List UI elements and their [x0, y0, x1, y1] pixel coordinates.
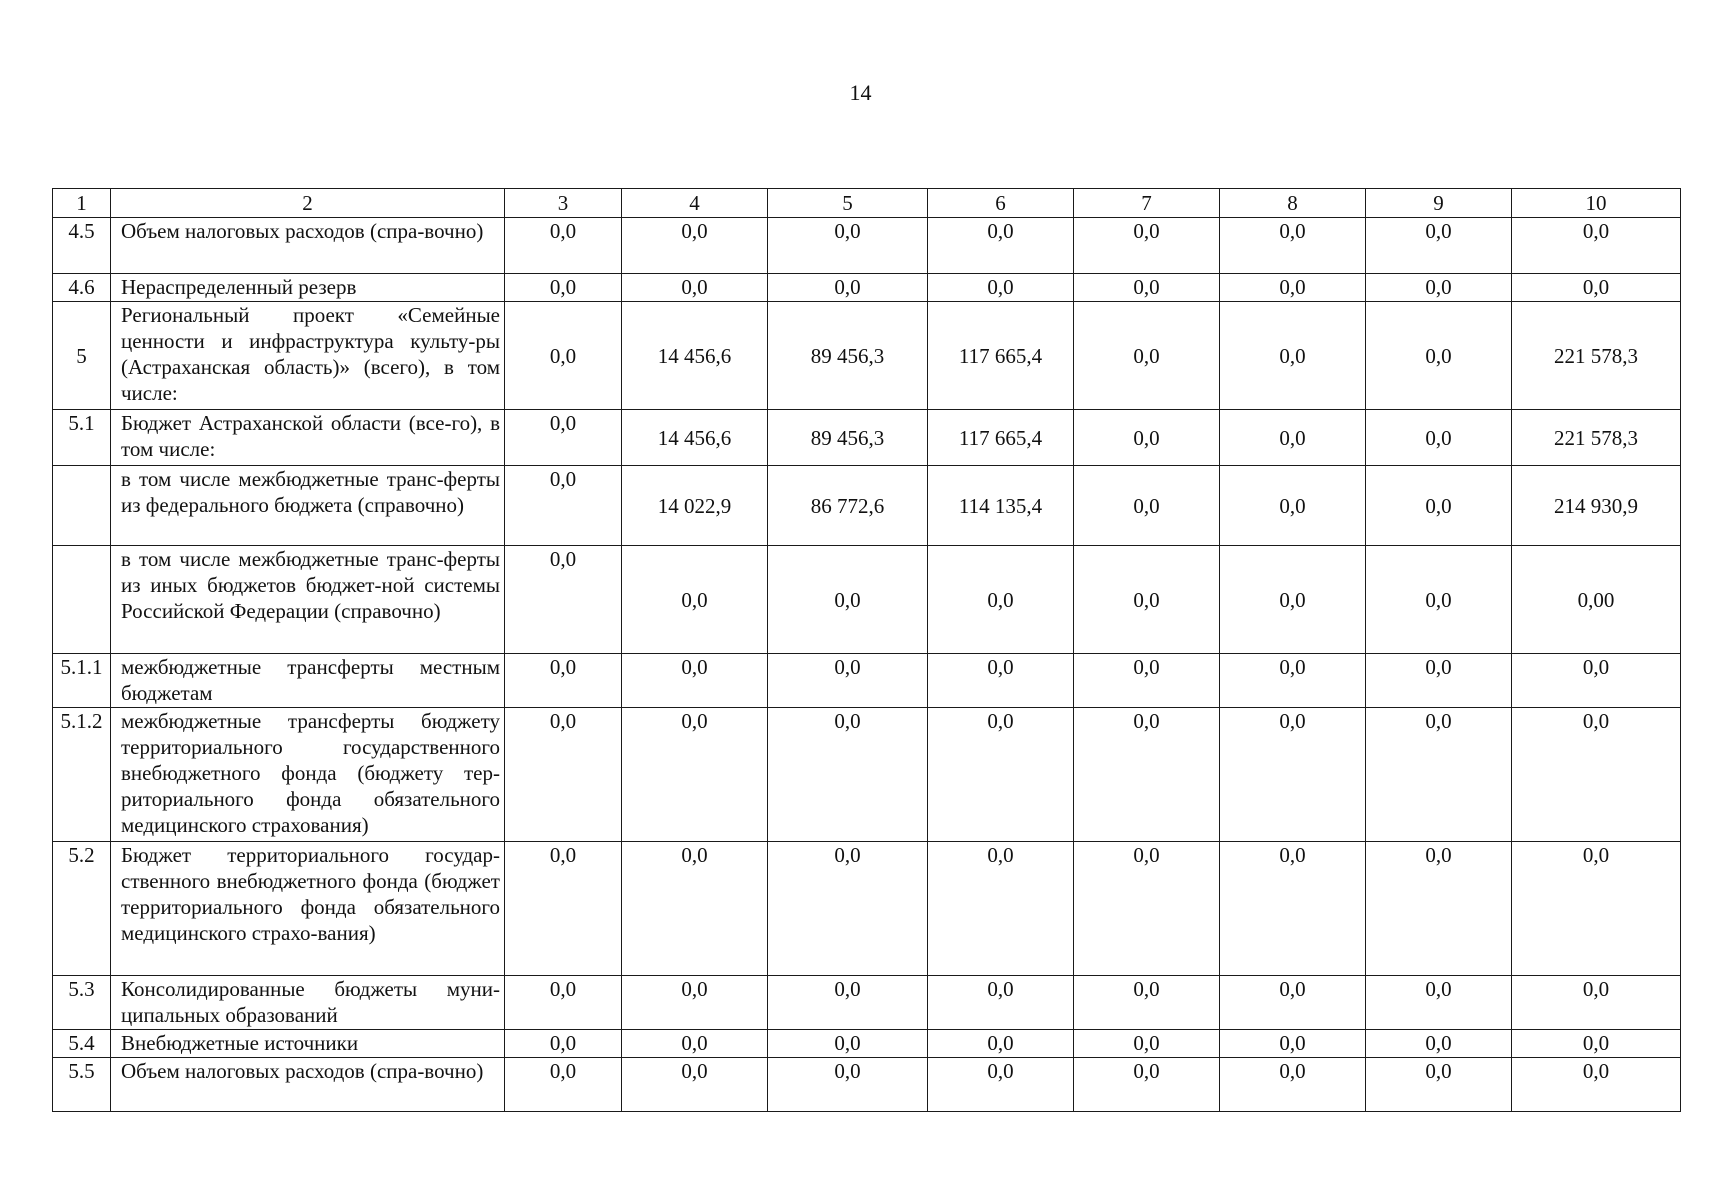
- value-cell-col-5: 0,0: [768, 1058, 928, 1112]
- table-row: [53, 708, 1681, 842]
- value-cell-col-9: 0,0: [1366, 1030, 1512, 1058]
- header-cell: 2: [111, 189, 505, 218]
- row-description-cell: Объем налоговых расходов (спра-вочно): [111, 1058, 505, 1112]
- row-number-cell: 4.6: [53, 274, 111, 302]
- row-description-cell: Объем налоговых расходов (спра-вочно): [111, 218, 505, 274]
- table-row: [53, 546, 1681, 654]
- value-cell-col-10: 221 578,3: [1512, 410, 1681, 466]
- value-cell-col-8: 0,0: [1220, 274, 1366, 302]
- value-cell-col-4: 0,0: [622, 1058, 768, 1112]
- value-cell-col-10: 0,0: [1512, 1058, 1681, 1112]
- value-cell-col-10: 0,0: [1512, 708, 1681, 842]
- value-cell-col-9: 0,0: [1366, 654, 1512, 708]
- value-cell-col-3: 0,0: [505, 410, 622, 466]
- value-cell-col-6: 0,0: [928, 708, 1074, 842]
- value-cell-col-10: 214 930,9: [1512, 466, 1681, 546]
- header-cell: 7: [1074, 189, 1220, 218]
- value-cell-col-5: 0,0: [768, 708, 928, 842]
- table-row: [53, 302, 1681, 410]
- value-cell-col-3: 0,0: [505, 976, 622, 1030]
- value-cell-col-5: 0,0: [768, 842, 928, 976]
- value-cell-col-4: 0,0: [622, 218, 768, 274]
- row-description-cell: Региональный проект «Семейные ценности и инфраструктура культу-ры (Астраханская область)» (всего), в том числе:: [111, 302, 505, 410]
- row-description-cell: в том числе межбюджетные транс-ферты из федерального бюджета (справочно): [111, 466, 505, 546]
- value-cell-col-7: 0,0: [1074, 302, 1220, 410]
- value-cell-col-4: 14 022,9: [622, 466, 768, 546]
- value-cell-col-8: 0,0: [1220, 218, 1366, 274]
- value-cell-col-9: 0,0: [1366, 1058, 1512, 1112]
- header-cell: 10: [1512, 189, 1681, 218]
- header-cell: 6: [928, 189, 1074, 218]
- row-number-cell: [53, 546, 111, 654]
- value-cell-col-10: 0,0: [1512, 218, 1681, 274]
- value-cell-col-7: 0,0: [1074, 466, 1220, 546]
- value-cell-col-6: 117 665,4: [928, 410, 1074, 466]
- value-cell-col-5: 0,0: [768, 976, 928, 1030]
- value-cell-col-4: 14 456,6: [622, 410, 768, 466]
- header-cell: 5: [768, 189, 928, 218]
- value-cell-col-6: 0,0: [928, 842, 1074, 976]
- row-number-cell: 5.4: [53, 1030, 111, 1058]
- table-row: [53, 274, 1681, 302]
- row-number-cell: 5.1.2: [53, 708, 111, 842]
- value-cell-col-4: 0,0: [622, 274, 768, 302]
- value-cell-col-4: 0,0: [622, 546, 768, 654]
- value-cell-col-5: 0,0: [768, 654, 928, 708]
- row-description-cell: Нераспределенный резерв: [111, 274, 505, 302]
- row-number-cell: 5.3: [53, 976, 111, 1030]
- value-cell-col-4: 0,0: [622, 1030, 768, 1058]
- value-cell-col-8: 0,0: [1220, 1058, 1366, 1112]
- table-row: [53, 654, 1681, 708]
- value-cell-col-8: 0,0: [1220, 546, 1366, 654]
- row-number-cell: 5.5: [53, 1058, 111, 1112]
- value-cell-col-7: 0,0: [1074, 976, 1220, 1030]
- table-row: [53, 976, 1681, 1030]
- value-cell-col-3: 0,0: [505, 274, 622, 302]
- header-cell: 4: [622, 189, 768, 218]
- value-cell-col-10: 0,0: [1512, 842, 1681, 976]
- value-cell-col-9: 0,0: [1366, 218, 1512, 274]
- value-cell-col-6: 0,0: [928, 976, 1074, 1030]
- value-cell-col-3: 0,0: [505, 302, 622, 410]
- value-cell-col-8: 0,0: [1220, 708, 1366, 842]
- table-row: [53, 1030, 1681, 1058]
- row-description-cell: межбюджетные трансферты местным бюджетам: [111, 654, 505, 708]
- value-cell-col-3: 0,0: [505, 1058, 622, 1112]
- value-cell-col-5: 86 772,6: [768, 466, 928, 546]
- value-cell-col-10: 221 578,3: [1512, 302, 1681, 410]
- value-cell-col-3: 0,0: [505, 466, 622, 546]
- value-cell-col-9: 0,0: [1366, 708, 1512, 842]
- value-cell-col-4: 0,0: [622, 654, 768, 708]
- row-number-cell: 5.1: [53, 410, 111, 466]
- row-description-cell: в том числе межбюджетные транс-ферты из иных бюджетов бюджет-ной системы Российской Федерации (справочно): [111, 546, 505, 654]
- value-cell-col-8: 0,0: [1220, 302, 1366, 410]
- value-cell-col-5: 0,0: [768, 218, 928, 274]
- value-cell-col-3: 0,0: [505, 1030, 622, 1058]
- value-cell-col-5: 89 456,3: [768, 410, 928, 466]
- value-cell-col-3: 0,0: [505, 708, 622, 842]
- row-number-cell: [53, 466, 111, 546]
- value-cell-col-6: 117 665,4: [928, 302, 1074, 410]
- value-cell-col-10: 0,0: [1512, 976, 1681, 1030]
- value-cell-col-5: 0,0: [768, 274, 928, 302]
- header-cell: 3: [505, 189, 622, 218]
- value-cell-col-3: 0,0: [505, 842, 622, 976]
- value-cell-col-4: 0,0: [622, 708, 768, 842]
- value-cell-col-3: 0,0: [505, 654, 622, 708]
- header-row: [53, 189, 1681, 218]
- value-cell-col-3: 0,0: [505, 218, 622, 274]
- value-cell-col-7: 0,0: [1074, 842, 1220, 976]
- value-cell-col-6: 0,0: [928, 274, 1074, 302]
- value-cell-col-6: 0,0: [928, 546, 1074, 654]
- row-number-cell: 5: [53, 302, 111, 410]
- value-cell-col-7: 0,0: [1074, 1058, 1220, 1112]
- value-cell-col-7: 0,0: [1074, 218, 1220, 274]
- value-cell-col-5: 0,0: [768, 1030, 928, 1058]
- page-number: 14: [849, 80, 872, 105]
- table-row: [53, 842, 1681, 976]
- value-cell-col-5: 89 456,3: [768, 302, 928, 410]
- table-row: [53, 1058, 1681, 1112]
- value-cell-col-9: 0,0: [1366, 842, 1512, 976]
- header-cell: 1: [53, 189, 111, 218]
- value-cell-col-6: 114 135,4: [928, 466, 1074, 546]
- table-row: [53, 218, 1681, 274]
- table-body: [53, 189, 1681, 1112]
- value-cell-col-9: 0,0: [1366, 976, 1512, 1030]
- value-cell-col-10: 0,00: [1512, 546, 1681, 654]
- row-number-cell: 5.1.1: [53, 654, 111, 708]
- value-cell-col-7: 0,0: [1074, 1030, 1220, 1058]
- header-cell: 9: [1366, 189, 1512, 218]
- value-cell-col-9: 0,0: [1366, 302, 1512, 410]
- value-cell-col-7: 0,0: [1074, 546, 1220, 654]
- value-cell-col-10: 0,0: [1512, 654, 1681, 708]
- row-description-cell: Внебюджетные источники: [111, 1030, 505, 1058]
- row-description-cell: Консолидированные бюджеты муни-ципальных образований: [111, 976, 505, 1030]
- value-cell-col-6: 0,0: [928, 1058, 1074, 1112]
- value-cell-col-7: 0,0: [1074, 410, 1220, 466]
- value-cell-col-6: 0,0: [928, 218, 1074, 274]
- header-cell: 8: [1220, 189, 1366, 218]
- row-description-cell: межбюджетные трансферты бюджету территориального государственного внебюджетного фонда (бюджету тер-риториального фонда обязательного медицинского страхования): [111, 708, 505, 842]
- value-cell-col-9: 0,0: [1366, 466, 1512, 546]
- value-cell-col-8: 0,0: [1220, 1030, 1366, 1058]
- value-cell-col-10: 0,0: [1512, 274, 1681, 302]
- value-cell-col-6: 0,0: [928, 654, 1074, 708]
- row-number-cell: 4.5: [53, 218, 111, 274]
- budget-table-container: [52, 188, 1680, 1112]
- value-cell-col-9: 0,0: [1366, 410, 1512, 466]
- value-cell-col-7: 0,0: [1074, 274, 1220, 302]
- value-cell-col-7: 0,0: [1074, 654, 1220, 708]
- value-cell-col-8: 0,0: [1220, 466, 1366, 546]
- value-cell-col-7: 0,0: [1074, 708, 1220, 842]
- value-cell-col-6: 0,0: [928, 1030, 1074, 1058]
- value-cell-col-8: 0,0: [1220, 654, 1366, 708]
- value-cell-col-9: 0,0: [1366, 274, 1512, 302]
- value-cell-col-4: 0,0: [622, 842, 768, 976]
- value-cell-col-8: 0,0: [1220, 976, 1366, 1030]
- table-row: [53, 466, 1681, 546]
- value-cell-col-3: 0,0: [505, 546, 622, 654]
- row-description-cell: Бюджет Астраханской области (все-го), в том числе:: [111, 410, 505, 466]
- budget-table: [52, 188, 1681, 1112]
- row-number-cell: 5.2: [53, 842, 111, 976]
- value-cell-col-4: 14 456,6: [622, 302, 768, 410]
- value-cell-col-5: 0,0: [768, 546, 928, 654]
- row-description-cell: Бюджет территориального государ-ственного внебюджетного фонда (бюджет территориального фонда обязательного медицинского страхо-вания): [111, 842, 505, 976]
- value-cell-col-9: 0,0: [1366, 546, 1512, 654]
- value-cell-col-8: 0,0: [1220, 410, 1366, 466]
- table-row: [53, 410, 1681, 466]
- value-cell-col-4: 0,0: [622, 976, 768, 1030]
- value-cell-col-8: 0,0: [1220, 842, 1366, 976]
- value-cell-col-10: 0,0: [1512, 1030, 1681, 1058]
